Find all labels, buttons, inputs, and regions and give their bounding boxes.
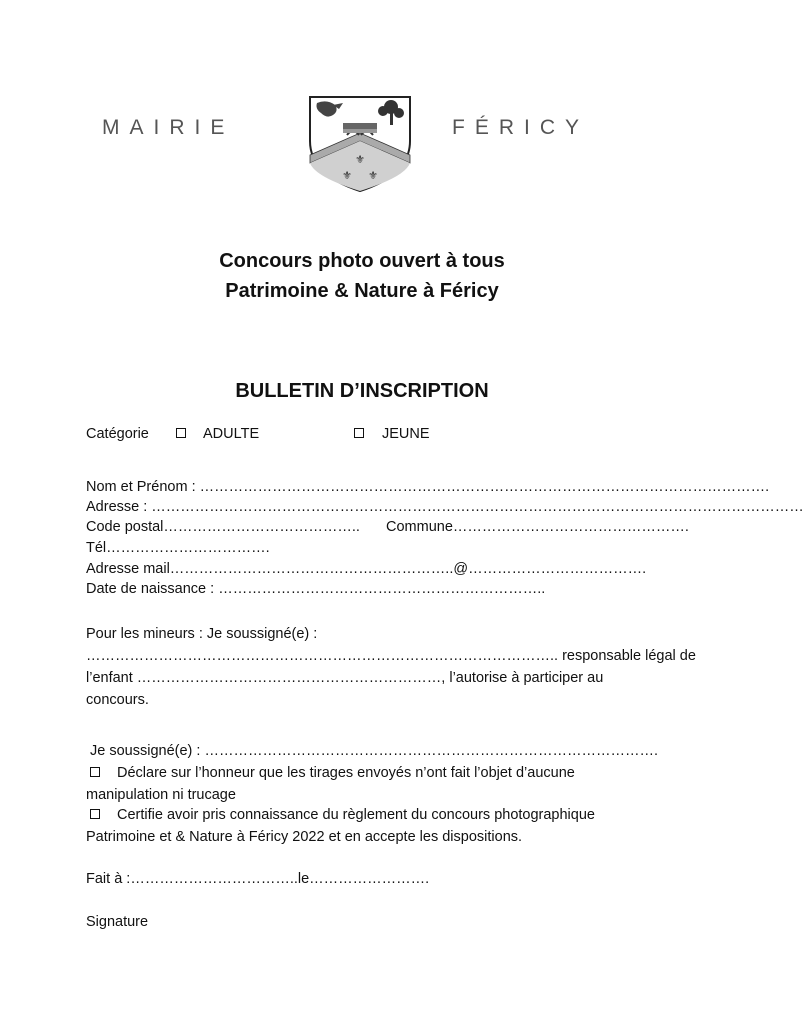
rules-accept-text: Certifie avoir pris connaissance du règlement du concours photographique	[117, 807, 595, 823]
name-field[interactable]: Nom et Prénom : ……………………………………………………………………………………………………….	[86, 479, 770, 495]
rules-accept-checkbox[interactable]	[90, 809, 100, 819]
adult-checkbox[interactable]	[176, 428, 186, 438]
minors-child-line[interactable]: l’enfant ………………………………………………………, l’autorise à participer au	[86, 670, 604, 686]
address-field[interactable]: Adresse : ………………………………………………………………………………………………………………………	[86, 499, 804, 515]
soussigne-field[interactable]: Je soussigné(e) : ………………………………………………………………………………….	[90, 743, 658, 759]
contest-subtitle: Patrimoine & Nature à Féricy	[225, 280, 499, 302]
birth-date-field[interactable]: Date de naissance : …………………………………………………………..	[86, 581, 546, 597]
svg-text:⚜: ⚜	[342, 169, 352, 182]
place-date-field[interactable]: Fait à :……………………………..le…………………….	[86, 871, 430, 887]
minors-end-line: concours.	[86, 692, 149, 708]
contest-title: Concours photo ouvert à tous	[219, 250, 505, 272]
header-right-word: FÉRICY	[452, 116, 590, 139]
declaration-honour-checkbox[interactable]	[90, 767, 100, 777]
commune-field[interactable]: Commune………………………………………….	[386, 519, 689, 535]
rules-accept-text-cont: Patrimoine et & Nature à Féricy 2022 et en accepte les dispositions.	[86, 829, 523, 845]
minors-intro: Pour les mineurs : Je soussigné(e) :	[86, 626, 318, 642]
jeune-checkbox[interactable]	[354, 428, 364, 438]
category-label: Catégorie	[86, 426, 149, 442]
svg-text:⚜: ⚜	[368, 169, 378, 182]
email-field[interactable]: Adresse mail…………………………………………………..@……………………………….	[86, 561, 647, 577]
minors-guardian-line[interactable]: …………………………………………………………………………………….. responsable légal de	[86, 648, 696, 664]
form-title: BULLETIN D’INSCRIPTION	[235, 380, 489, 402]
declaration-honour-text: Déclare sur l’honneur que les tirages envoyés n’ont fait l’objet d’aucune	[117, 765, 575, 781]
svg-text:⚜: ⚜	[355, 153, 365, 166]
signature-label: Signature	[86, 914, 149, 930]
postal-code-field[interactable]: Code postal…………………………………..	[86, 519, 360, 535]
adult-option-label: ADULTE	[203, 426, 260, 442]
jeune-option-label: JEUNE	[382, 426, 430, 442]
phone-field[interactable]: Tél…………………………….	[86, 540, 270, 556]
header-left-word: MAIRIE	[102, 116, 235, 139]
coat-of-arms-icon	[305, 93, 415, 193]
declaration-honour-text-cont: manipulation ni trucage	[86, 787, 236, 803]
